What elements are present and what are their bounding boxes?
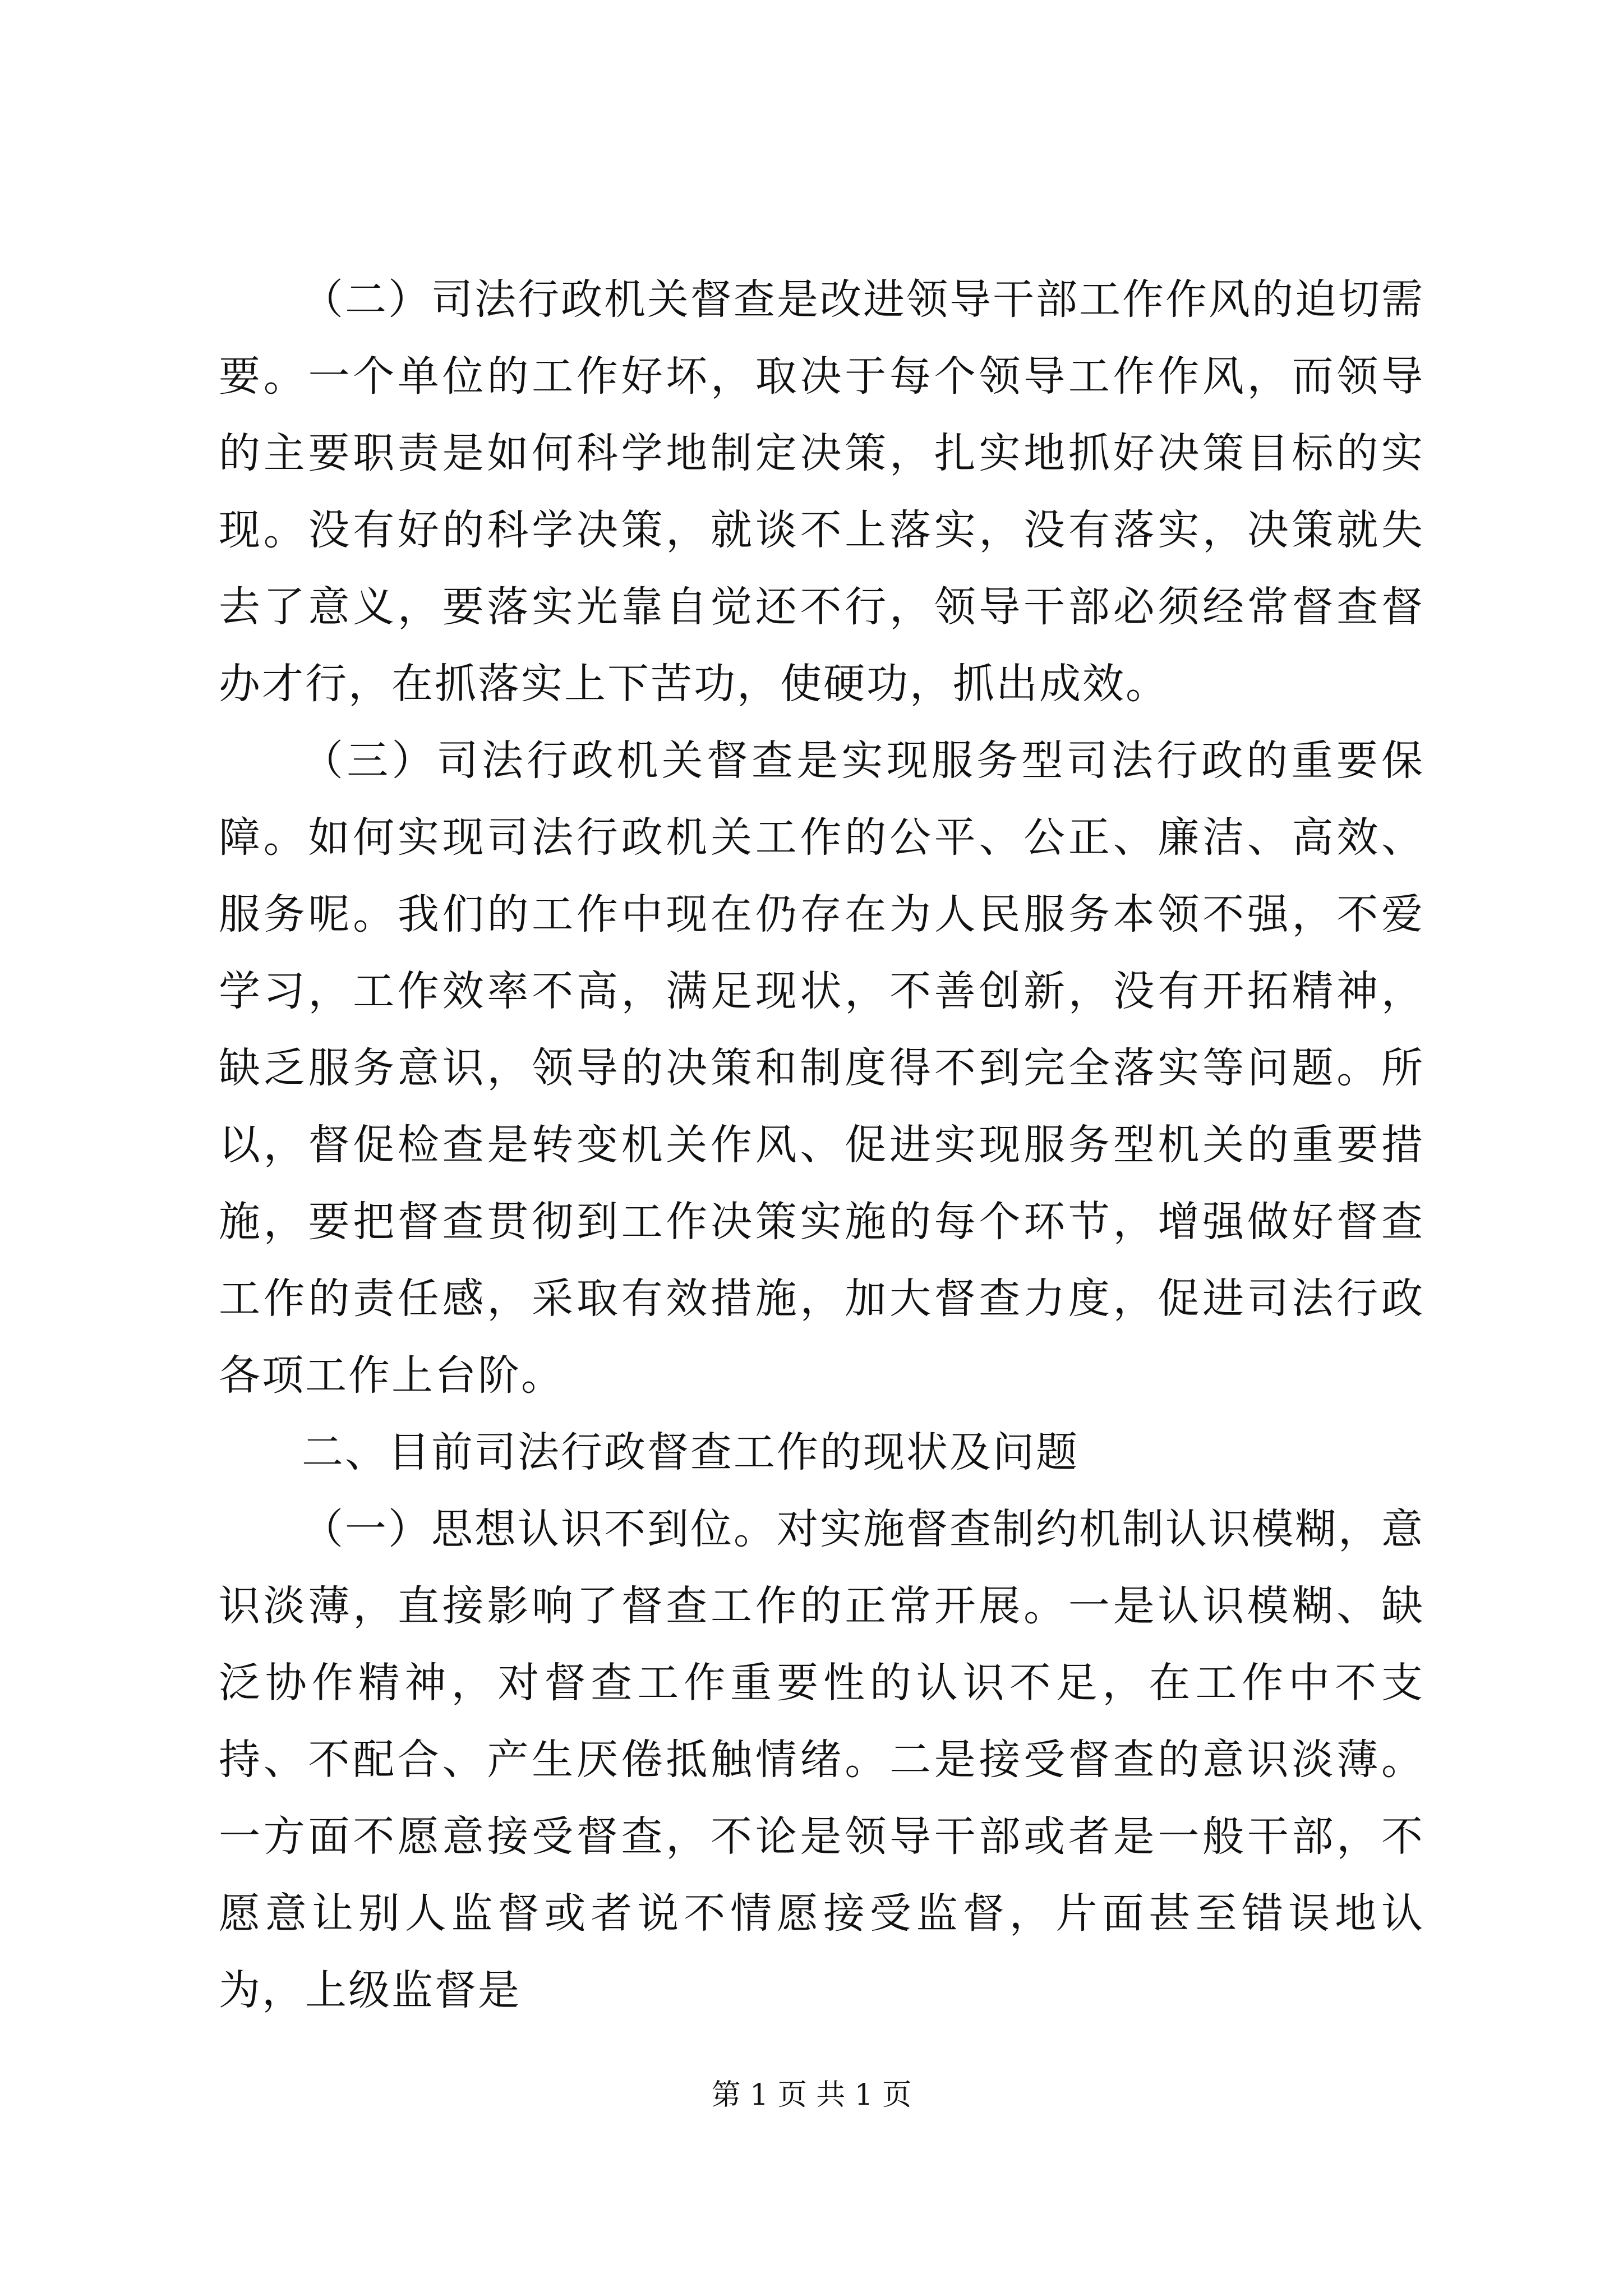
section-paragraph-1: （一）思想认识不到位。对实施督查制约机制认识模糊，意识淡薄，直接影响了督查工作的正常开展。一是认识模糊、缺泛协作精神，对督查工作重要性的认识不足，在工作中不支持、不配合、产生厌倦抵触情绪。二是接受督查的意识淡薄。一方面不愿意接受督查，不论是领导干部或者是一般干部，不愿意让别人监督或者说不情愿接受监督，片面甚至错误地认为，上级监督是 bbox=[219, 1505, 1424, 2014]
document-body bbox=[219, 261, 1424, 2029]
page-footer: 第 1 页 共 1 页 bbox=[711, 2078, 912, 2112]
paragraph-2: （二）司法行政机关督查是改进领导干部工作作风的迫切需要。一个单位的工作好坏，取决于每个领导工作作风，而领导的主要职责是如何科学地制定决策，扎实地抓好决策目标的实现。没有好的科学决策，就谈不上落实，没有落实，决策就失去了意义，要落实光靠自觉还不行，领导干部必须经常督查督办才行，在抓落实上下苦功，使硬功，抓出成效。 bbox=[219, 275, 1424, 708]
section-heading: 二、目前司法行政督查工作的现状及问题 bbox=[302, 1428, 1079, 1476]
paragraph-3: （三）司法行政机关督查是实现服务型司法行政的重要保障。如何实现司法行政机关工作的公平、公正、廉洁、高效、服务呢。我们的工作中现在仍存在为人民服务本领不强，不爱学习，工作效率不高，满足现状，不善创新，没有开拓精神，缺乏服务意识，领导的决策和制度得不到完全落实等问题。所以，督促检查是转变机关作风、促进实现服务型机关的重要措施，要把督查贯彻到工作决策实施的每个环节，增强做好督查工作的责任感，采取有效措施，加大督查力度，促进司法行政各项工作上台阶。 bbox=[219, 737, 1424, 1400]
